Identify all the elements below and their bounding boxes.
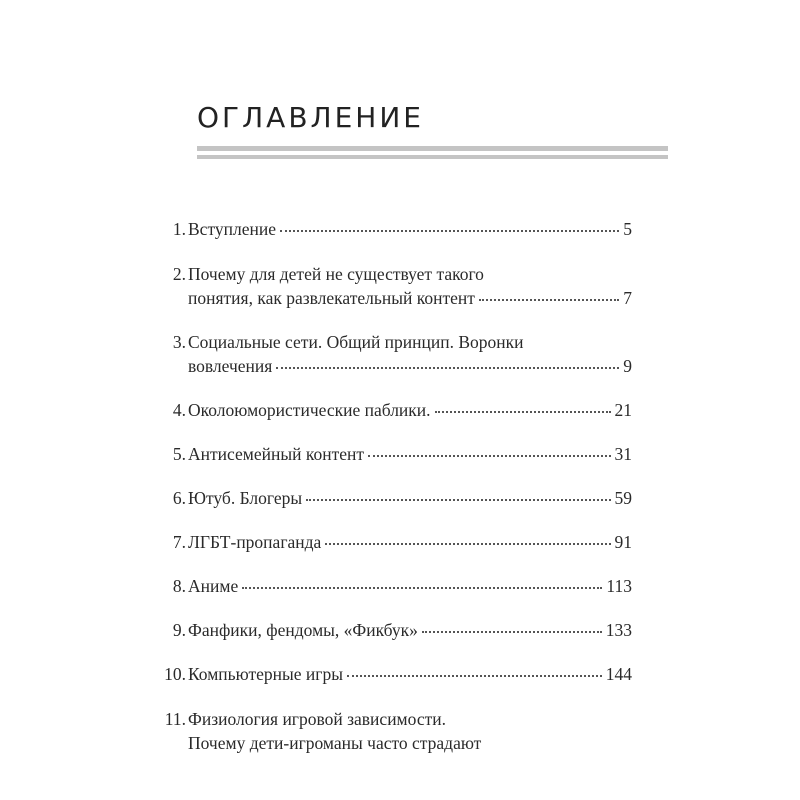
toc-entry-number: 5.	[172, 444, 186, 464]
toc-entry-number: 11.	[164, 709, 186, 729]
toc-entry-title: Антисемейный контент	[188, 444, 364, 464]
toc-entry-page: 59	[614, 488, 632, 508]
dot-leader	[435, 411, 611, 413]
dot-leader	[242, 587, 602, 589]
title-underline-thick	[197, 146, 668, 151]
toc-entry-page: 31	[614, 444, 632, 464]
toc-entry-page: 133	[605, 620, 632, 640]
dot-leader	[422, 631, 602, 633]
dot-leader	[280, 230, 619, 232]
toc-entry-title-continued: вовлечения	[188, 356, 273, 376]
toc-entry-title: Социальные сети. Общий принцип. Воронки	[188, 332, 524, 352]
toc-entry-title: Фанфики, фендомы, «Фикбук»	[188, 620, 418, 640]
toc-entry-title: Околоюмористические паблики.	[188, 400, 431, 420]
toc-entry-title: Аниме	[188, 576, 239, 596]
toc-entry-page: 21	[614, 400, 632, 420]
toc-entry-number: 1.	[172, 219, 186, 239]
title-underline-thin	[197, 155, 668, 159]
toc-entry-title: Физиология игровой зависимости.	[188, 709, 446, 729]
toc-entry-title: Компьютерные игры	[188, 664, 343, 684]
toc-entry-page: 91	[614, 532, 632, 552]
toc-entry-page: 144	[605, 664, 632, 684]
dot-leader	[479, 299, 619, 301]
toc-entry-number: 9.	[172, 620, 186, 640]
toc-entry-number: 8.	[172, 576, 186, 596]
toc-entry-title-continued: Почему дети-игроманы часто страдают	[188, 733, 482, 753]
dot-leader	[306, 499, 610, 501]
toc-entry-title: Почему для детей не существует такого	[188, 264, 484, 284]
toc-entry-page: 113	[606, 576, 632, 596]
toc-entry-number: 6.	[172, 488, 186, 508]
toc-entry-number: 7.	[172, 532, 186, 552]
toc-entry-page: 9	[623, 356, 632, 376]
toc-entry-number: 3.	[172, 332, 186, 352]
toc-entry-title: ЛГБТ-пропаганда	[188, 532, 322, 552]
toc-entry-number: 10.	[164, 664, 186, 684]
toc-entry-title: Вступление	[188, 219, 276, 239]
dot-leader	[276, 367, 619, 369]
toc-entry-page: 5	[623, 219, 632, 239]
toc-entry-number: 4.	[172, 400, 186, 420]
toc-entry-title: Ютуб. Блогеры	[188, 488, 303, 508]
dot-leader	[325, 543, 610, 545]
page-title: ОГЛАВЛЕНИЕ	[197, 101, 424, 134]
dot-leader	[347, 675, 602, 677]
toc-entry-number: 2.	[172, 264, 186, 284]
dot-leader	[368, 455, 611, 457]
toc-entry-page: 7	[623, 288, 632, 308]
toc-entry-title-continued: понятия, как развлекательный контент	[188, 288, 475, 308]
